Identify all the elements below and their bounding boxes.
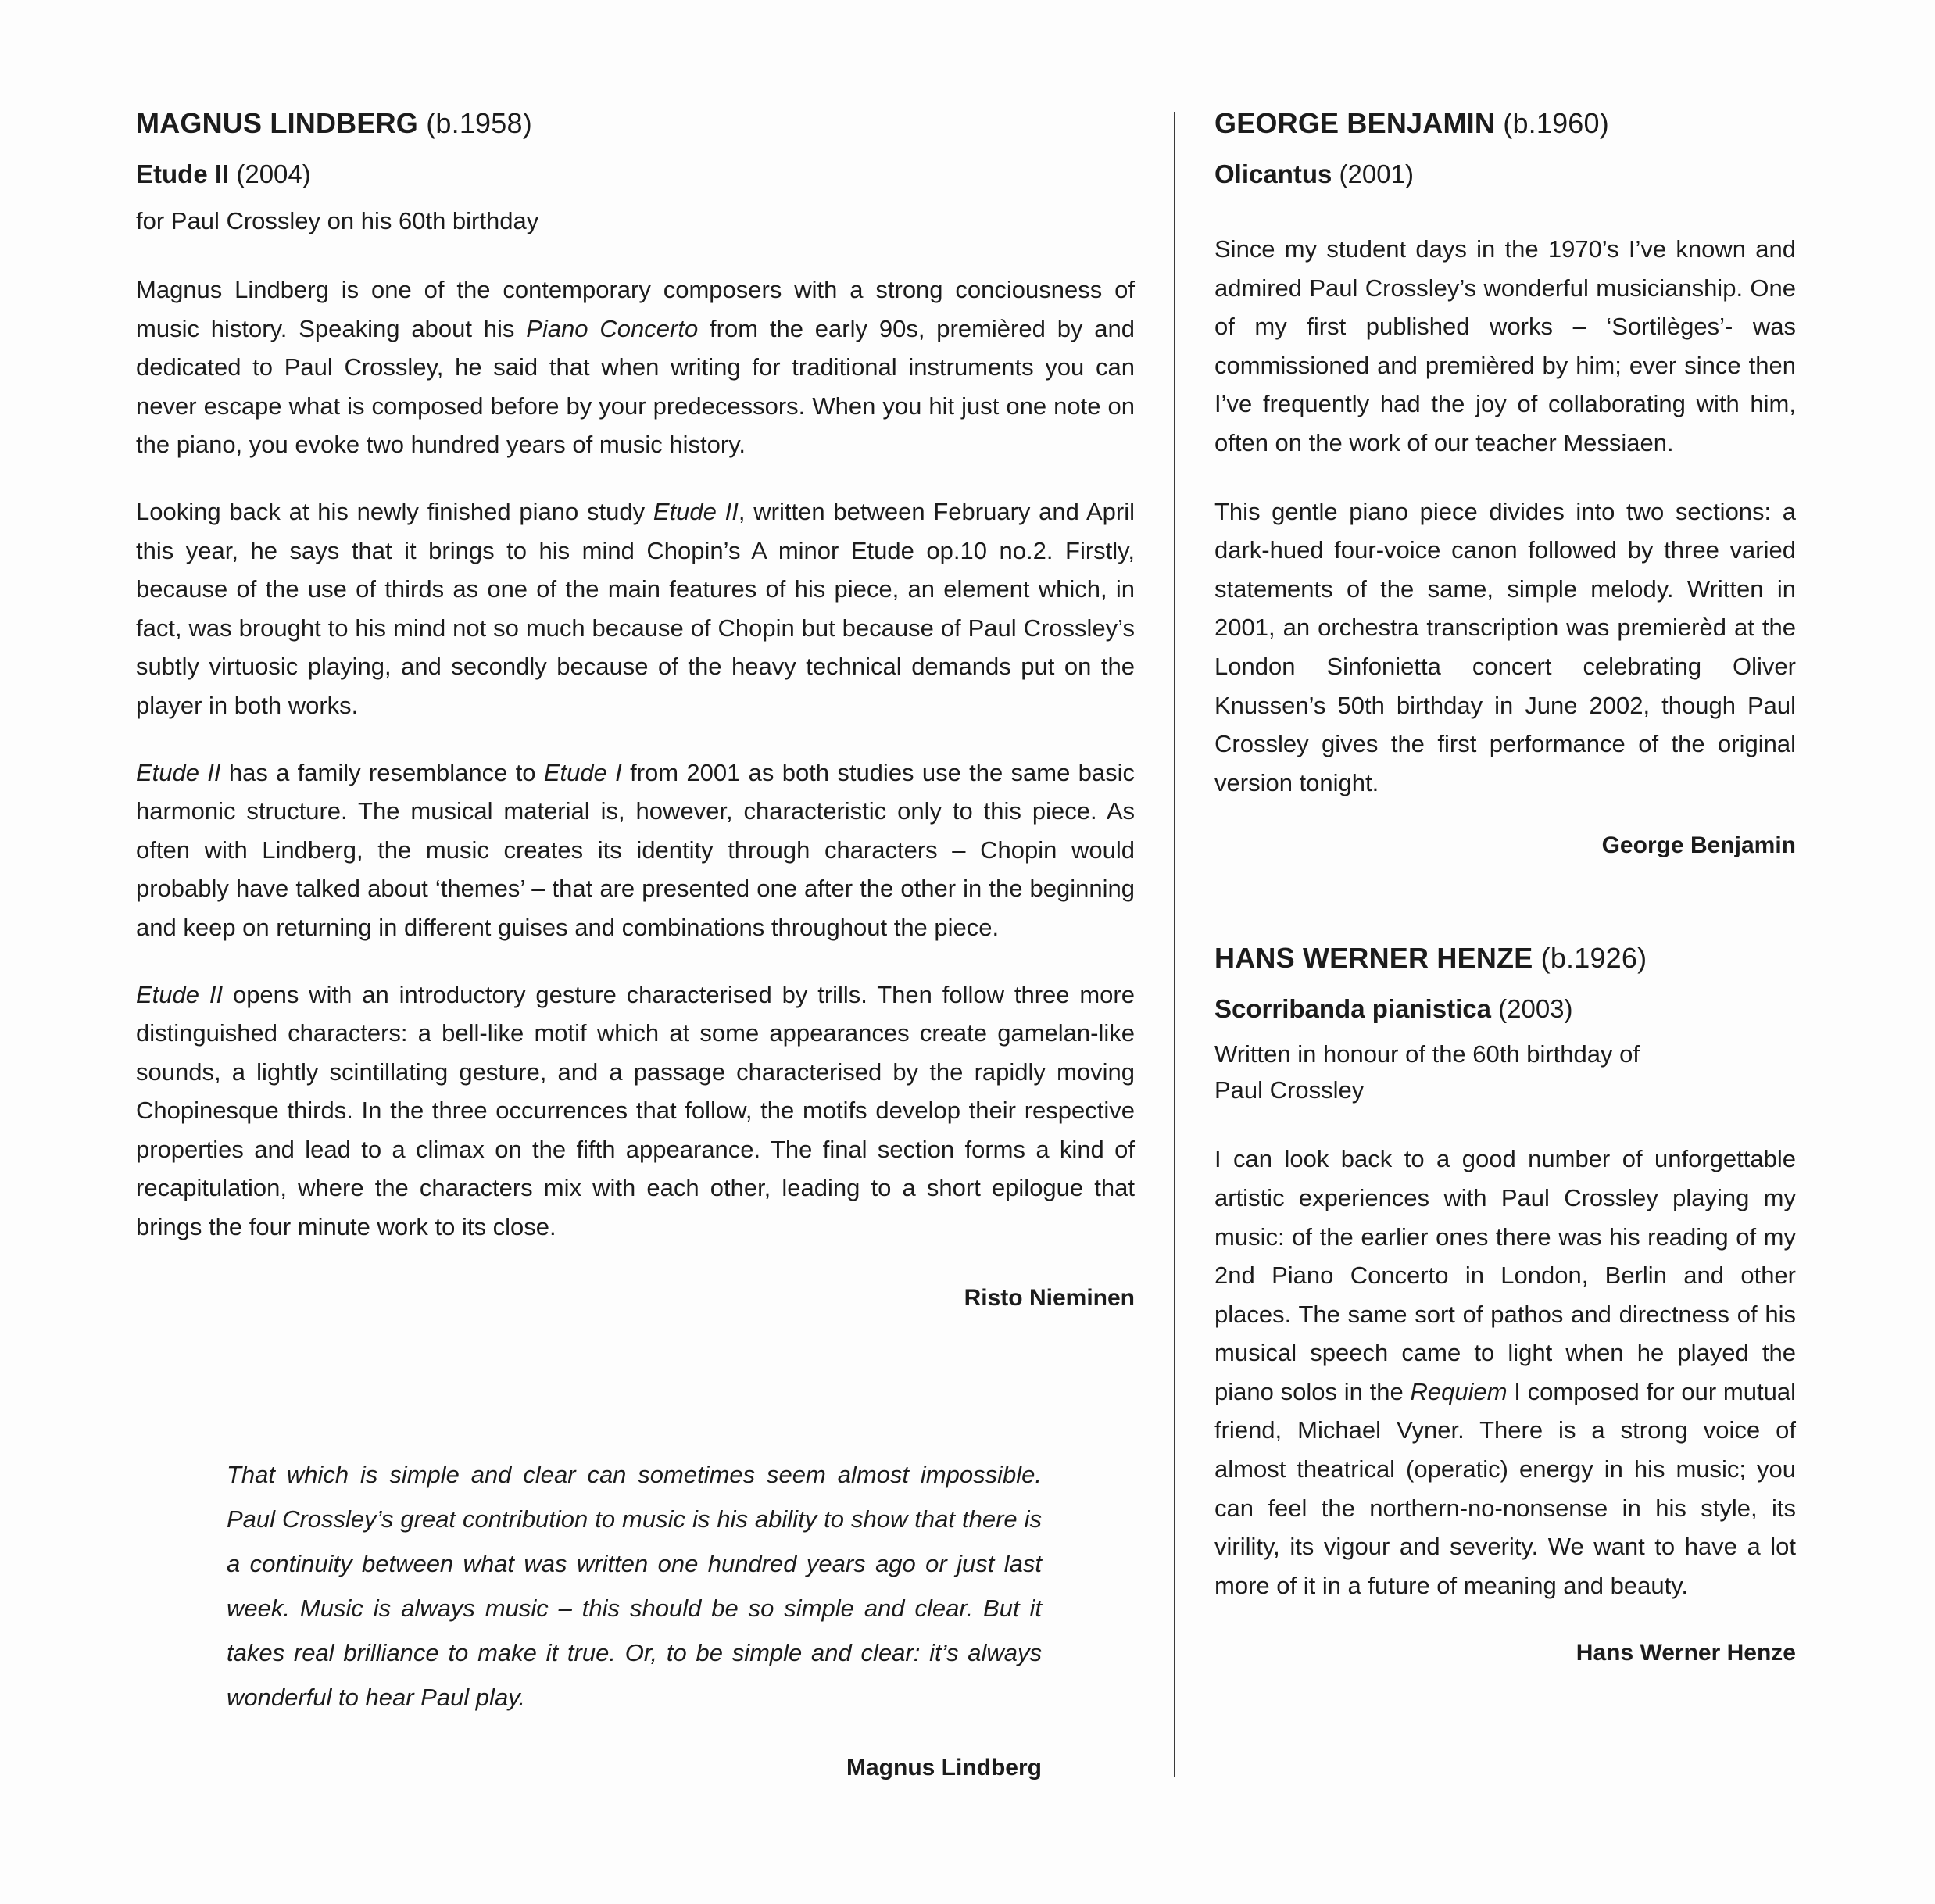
- italic-title: Piano Concerto: [526, 314, 699, 342]
- work-year: (2003): [1498, 994, 1573, 1024]
- paragraph-2: [136, 492, 1135, 725]
- text-run: opens with an introductory gesture characterised by trills. Then follow three more distinguished characters: a bell-like motif which at some appearances create gamelan-like sounds, a lightly scintillating gesture, and a passage characterised by the rapidly moving Chopinesque thirds. In the three occurrences that follow, the motifs develop their respective properties and lead to a climax on the fifth appearance. The final section forms a kind of recapitulation, where the characters mix with each other, leading to a short epilogue that brings the four minute work to its close.: [136, 980, 1135, 1241]
- composer-heading-benjamin: [1214, 103, 1796, 144]
- composer-years: (b.1958): [426, 107, 532, 139]
- quote-signature: Magnus Lindberg: [846, 1755, 1042, 1781]
- signature-risto-nieminen: Risto Nieminen: [964, 1284, 1135, 1311]
- work-title: Etude II: [136, 159, 230, 188]
- text-run: Looking back at his newly finished piano study: [136, 497, 653, 525]
- signature-george-benjamin: George Benjamin: [1601, 832, 1796, 859]
- composer-name: GEORGE BENJAMIN: [1214, 107, 1496, 139]
- text-run: I composed for our mutual friend, Michael Vyner. There is a strong voice of almost theatrical (operatic) energy in his music; you can feel the northern-no-nonsense in his style, its virility, its vigour and severity. We want to have a lot more of it in a future of meaning and beauty.: [1214, 1377, 1796, 1599]
- signature-hans-werner-henze: Hans Werner Henze: [1576, 1640, 1796, 1666]
- dedication-line-1: Written in honour of the 60th birthday of: [1214, 1040, 1640, 1068]
- italic-title: Etude II: [136, 980, 224, 1008]
- text-run: , written between February and April this year, he says that it brings to his mind Chopin’s A minor Etude op.10 no.2. Firstly, because of the use of thirds as one of the main features of his piece, an element which, in fact, was brought to his mind not so much because of Chopin but because of Paul Crossley’s subtly virtuosic playing, and secondly because of the heavy technical demands put on the player in both works.: [136, 497, 1135, 719]
- paragraph-4: [136, 975, 1135, 1247]
- italic-title: Etude II: [136, 758, 221, 786]
- composer-years: (b.1960): [1503, 107, 1609, 139]
- paragraph-1: [136, 270, 1135, 464]
- composer-name: MAGNUS LINDBERG: [136, 107, 418, 139]
- dedication: [1214, 1036, 1796, 1108]
- benjamin-paragraph-1: Since my student days in the 1970’s I’ve known and admired Paul Crossley’s wonderful musicianship. One of my first published works – ‘Sortilèges’- was commissioned and premièred by him; ever since then I’ve frequently had the joy of collaborating with him, often on the work of our teacher Messiaen.: [1214, 235, 1796, 456]
- dedication-line-2: Paul Crossley: [1214, 1076, 1365, 1104]
- italic-title: Requiem: [1410, 1377, 1508, 1405]
- text-run: from the early 90s, premièred by and dedicated to Paul Crossley, he said that when writing for traditional instruments you can never escape what is composed before by your predecessors. When you hit just one note on the piano, you evoke two hundred years of music history.: [136, 314, 1135, 459]
- dedication: for Paul Crossley on his 60th birthday: [136, 207, 539, 234]
- text-run: I can look back to a good number of unforgettable artistic experiences with Paul Crossley playing my music: of the earlier ones there was his reading of my 2nd Piano Concerto in London, Berlin and other places. The same sort of pathos and directness of his musical speech came to light when he played the piano solos in the: [1214, 1145, 1796, 1405]
- composer-name: HANS WERNER HENZE: [1214, 942, 1533, 975]
- work-title-line: [1214, 990, 1796, 1029]
- work-title: Olicantus: [1214, 159, 1332, 188]
- lindberg-quote-block: [227, 1452, 1042, 1785]
- composer-years: (b.1926): [1540, 942, 1647, 975]
- text-run: from 2001 as both studies use the same basic harmonic structure. The musical material is, however, characteristic only to this piece. As often with Lindberg, the music creates its identity through characters – Chopin would probably have talked about ‘themes’ – that are presented one after the other in the beginning and keep on returning in different guises and combinations throughout the piece.: [136, 758, 1136, 941]
- benjamin-section: [1214, 103, 1796, 863]
- paragraph-3: [136, 753, 1135, 947]
- work-title-line: [136, 155, 1135, 194]
- work-title: Scorribanda pianistica: [1214, 994, 1491, 1024]
- italic-title: Etude I: [543, 758, 622, 786]
- italic-title: Etude II: [653, 497, 739, 525]
- column-divider: [1174, 112, 1175, 1777]
- composer-heading-henze: [1214, 938, 1796, 979]
- benjamin-paragraph-2: This gentle piano piece divides into two sections: a dark-hued four-voice canon followed by three varied statements of the same, simple melody. Written in 2001, an orchestra transcription was premierèd at the London Sinfonietta concert celebrating Oliver Knussen’s 50th birthday in June 2002, though Paul Crossley gives the first performance of the original version tonight.: [1214, 497, 1796, 796]
- text-run: Magnus Lindberg is one of the contemporary composers with a strong conciousness of music history. Speaking about his: [136, 276, 1135, 342]
- right-column: [1214, 103, 1796, 1670]
- text-run: has a family resemblance to: [220, 758, 544, 786]
- work-title-line: [1214, 155, 1796, 194]
- henze-section: [1214, 938, 1796, 1670]
- henze-paragraph-1: [1214, 1140, 1796, 1605]
- lindberg-section: [136, 103, 1135, 1315]
- work-year: (2001): [1339, 159, 1414, 188]
- quote-text: That which is simple and clear can sometimes seem almost impossible. Paul Crossley’s great contribution to music is his ability to show that there is a continuity between what was written one hundred years ago or just last week. Music is always music – this should be so simple and clear. But it takes real brilliance to make it true. Or, to be simple and clear: it’s always wonderful to hear Paul play.: [227, 1461, 1042, 1711]
- work-year: (2004): [236, 159, 311, 188]
- composer-heading-lindberg: [136, 103, 1135, 144]
